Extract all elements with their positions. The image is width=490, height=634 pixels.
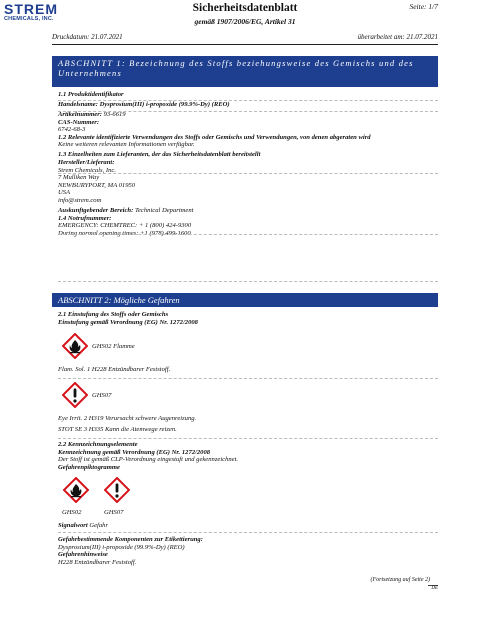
- page-number: Seite: 1/7: [409, 2, 438, 11]
- s14-heading: 1.4 Notrufnummer:: [58, 214, 112, 222]
- section-1-content: [58, 91, 438, 237]
- print-date: Druckdatum: 21.07.2021: [52, 33, 123, 41]
- ghs02-label: GHS02 Flamme: [92, 343, 135, 350]
- supplier-street: 7 Mulliken Way: [58, 174, 100, 182]
- cas-value: 6742-68-3: [58, 126, 86, 134]
- header-divider: [52, 44, 438, 45]
- divider: [58, 100, 438, 101]
- info-value: Technical Department: [134, 206, 194, 214]
- pictogram-caption-ghs07: GHS07: [104, 509, 124, 516]
- hazard-statements-heading: Gefahrenhinweise: [58, 551, 108, 559]
- s13-heading: 1.3 Einzelheiten zum Lieferanten, der das Sicherheitsdatenblatt bereitstellt: [58, 151, 261, 159]
- ghs07-exclamation-icon: [62, 382, 88, 408]
- s22-heading: 2.2 Kennzeichnungselemente: [58, 441, 138, 448]
- ghs02-flame-icon: [62, 333, 88, 359]
- s22-regulation: Kennzeichnung gemäß Verordnung (EG) Nr. 1272/2008: [58, 448, 211, 456]
- emergency-number: EMERGENCY: CHEMTREC: + 1 (800) 424-9300: [58, 222, 192, 230]
- s11-heading: 1.1 Produktidentifikator: [58, 91, 124, 98]
- divider: [58, 378, 438, 379]
- s22-block: [58, 441, 438, 471]
- supplier-email: info@strem.com: [58, 196, 102, 204]
- flam-classification: Flam. Sol. 1 H228 Entzündbarer Feststoff.: [58, 366, 171, 373]
- divider: [58, 173, 438, 174]
- divider: [58, 532, 438, 533]
- ghs02-flame-icon: [63, 477, 89, 503]
- divider: [58, 234, 438, 235]
- components-block: [58, 536, 438, 566]
- language-code: DE: [431, 586, 438, 591]
- supplier-country: USA: [58, 189, 71, 197]
- signal-word-label: Signalwort: [58, 522, 88, 529]
- section-2-heading: ABSCHNITT 2: Mögliche Gefahren: [52, 293, 438, 307]
- trade-name-label: Handelsname:: [58, 101, 98, 108]
- stot-classification: STOT SE 3 H335 Kann die Atemwege reizen.: [58, 426, 177, 433]
- article-value: 93-6619: [103, 111, 126, 118]
- supplier-name: Strem Chemicals, Inc.: [58, 166, 116, 174]
- s21-heading: 2.1 Einstufung des Stoffs oder Gemischs: [58, 311, 169, 318]
- revision-date: überarbeitet am: 21.07.2021: [357, 33, 438, 41]
- divider: [58, 281, 438, 282]
- s12-heading: 1.2 Relevante identifizierte Verwendungen des Stoffs oder Gemischs und Verwendungen, von denen abgeraten wird: [58, 133, 371, 141]
- components-value: Dysprosium(III) i-propoxide (99.9%-Dy) (REO): [58, 543, 185, 551]
- supplier-city: NEWBURYPORT, MA 01950: [58, 181, 136, 189]
- s21-block: [58, 311, 438, 326]
- signal-word-value: Gefahr: [89, 522, 109, 529]
- ghs07-label: GHS07: [92, 392, 112, 399]
- document-subtitle: gemäß 1907/2006/EG, Artikel 31: [194, 17, 296, 26]
- divider: [58, 111, 438, 112]
- continuation-note: (Fortsetzung auf Seite 2): [370, 577, 430, 583]
- supplier-label: Hersteller/Lieferant:: [58, 158, 115, 166]
- signal-word-row: [58, 522, 438, 530]
- trade-name-value: Dysprosium(III) i-propoxide (99.9%-Dy) (REO): [99, 101, 230, 108]
- opening-times-number: During normal opening times: +1 (978) 499-1600: [58, 229, 191, 237]
- document-title: Sicherheitsdatenblatt: [192, 2, 298, 14]
- ghs07-exclamation-icon: [104, 477, 130, 503]
- logo-subtitle: CHEMICALS, INC.: [4, 16, 54, 22]
- eye-classification: Eye Irrit. 2 H319 Verursacht schwere Augenreizung.: [58, 415, 197, 422]
- hazard-h228: H228 Entzündbarer Feststoff.: [58, 558, 137, 566]
- s22-statement: Der Stoff ist gemäß CLP-Verordnung eingestuft und gekennzeichnet.: [58, 456, 239, 464]
- cas-label: CAS-Nummer:: [58, 118, 100, 126]
- divider: [58, 438, 438, 439]
- pictograms-label: Gefahrenpiktogramme: [58, 463, 120, 471]
- logo-wordmark: STREM: [4, 1, 58, 17]
- components-heading: Gefahrbestimmende Komponenten zur Etikettierung:: [58, 536, 203, 543]
- pictogram-caption-ghs02: GHS02: [62, 509, 82, 516]
- section-1-heading: ABSCHNITT 1: Bezeichnung des Stoffs beziehungsweise des Gemischs und des Unternehmens: [52, 56, 438, 87]
- s12-text: Keine weiteren relevanten Informationen verfügbar.: [58, 141, 195, 149]
- s21-regulation: Einstufung gemäß Verordnung (EG) Nr. 1272/2008: [58, 318, 198, 326]
- article-label: Artikelnummer:: [58, 111, 102, 118]
- info-label: Auskunftgebender Bereich:: [58, 206, 134, 214]
